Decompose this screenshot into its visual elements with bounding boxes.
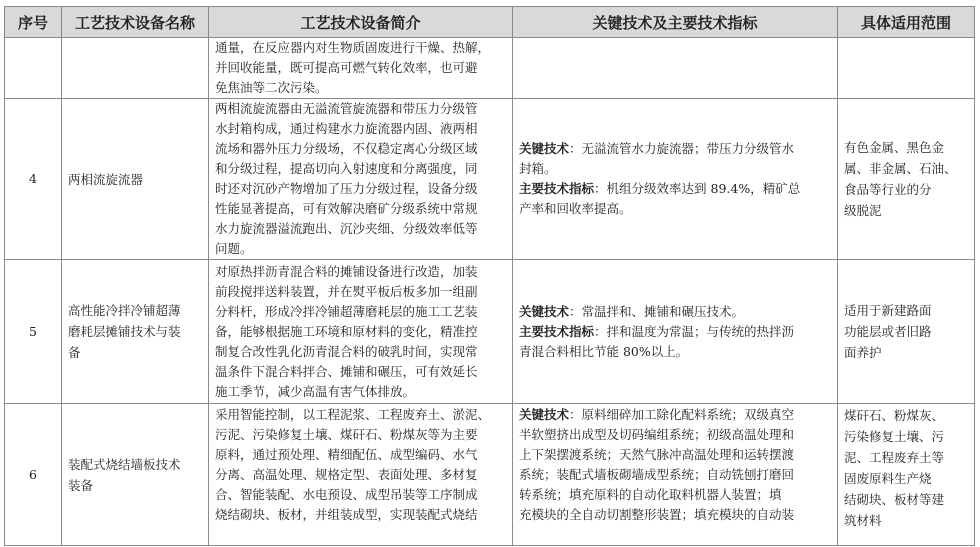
- row-scope: 煤矸石、粉煤灰、 污染修复土壤、污 泥、工程废弃土等 固废原料生产烧 结砌块、板材等建 筑材料: [838, 404, 975, 546]
- key-index-label: 主要技术指标: [519, 323, 595, 339]
- header-num: 序号: [5, 7, 62, 38]
- row-num: 5: [5, 260, 62, 404]
- row-key: [513, 38, 838, 99]
- row-num: 6: [5, 404, 62, 546]
- row-intro: 采用智能控制，以工程泥浆、工程废弃土、淤泥、 污泥、污染修复土壤、煤矸石、粉煤灰等为主要 原料，通过预处理、精细配伍、成型编码、水气 分离、高温处理、规格定型、表面处理、多材复 合、智能装配、水电预设、成型吊装等工序制成 烧结砌块、板材，并组装成型，实现装配式烧结: [209, 404, 513, 546]
- table-row: [5, 260, 975, 404]
- header-name: 工艺技术设备名称: [62, 7, 209, 38]
- row-scope: [838, 38, 975, 99]
- header-intro: 工艺技术设备简介: [209, 7, 513, 38]
- table-row: [5, 404, 975, 546]
- row-num: 4: [5, 99, 62, 260]
- technology-table: [4, 6, 975, 546]
- table-row: [5, 38, 975, 99]
- row-scope: 有色金属、黑色金 属、非金属、石油、 食品等行业的分 级脱泥: [838, 99, 975, 260]
- key-tech-label: 关键技术: [519, 141, 570, 156]
- row-name: 装配式烧结墙板技术 装备: [62, 404, 209, 546]
- header-key: 关键技术及主要技术指标: [513, 7, 838, 38]
- row-key: 关键技术：原料细碎加工除化配料系统；双级真空 半软塑挤出成型及切码编组系统；初级高温处理和 上下架摆渡系统；天然气脉冲高温处理和运转摆渡 系统；装配式墙板砌墙成型系统；自动铣刨打磨回 转系统；填充原料的自动化取料机器人装置；填 充模块的全自动切割整形装置；填充模块的自动装: [513, 404, 838, 546]
- row-key: 关键技术：常温拌和、摊铺和碾压技术。 主要技术指标：拌和温度为常温；与传统的热拌沥 青混合料相比节能 80%以上。: [513, 260, 838, 404]
- table-header-row: [5, 7, 975, 38]
- row-intro: 两相流旋流器由无溢流管旋流器和带压力分级管 水封箱构成，通过构建水力旋流器内固、液两相 流场和器外压力分级场，不仅稳定离心分级区域 和分级过程，提高切向入射速度和分离强度，同 时还对沉砂产物增加了压力分级过程，设备分级 性能显著提高，可有效解决磨矿分级系统中常规 水力旋流器溢流跑出、沉沙夹细、分级效率低等 问题。: [209, 99, 513, 260]
- key-tech-label: 关键技术: [519, 407, 570, 422]
- row-name: 高性能冷拌冷铺超薄 磨耗层摊铺技术与装 备: [62, 260, 209, 404]
- row-name: [62, 38, 209, 99]
- key-tech-label: 关键技术: [519, 303, 570, 319]
- row-key: 关键技术：无溢流管水力旋流器；带压力分级管水 封箱。 主要技术指标：机组分级效率达到 89.4%，精矿总 产率和回收率提高。: [513, 99, 838, 260]
- header-scope: 具体适用范围: [838, 7, 975, 38]
- row-name: 两相流旋流器: [62, 99, 209, 260]
- row-num: [5, 38, 62, 99]
- row-intro: 通量，在反应器内对生物质固废进行干燥、热解， 并回收能量，既可提高可燃气转化效率，也可避 免焦油等二次污染。: [209, 38, 513, 99]
- row-scope: 适用于新建路面 功能层或者旧路 面养护: [838, 260, 975, 404]
- table-row: [5, 99, 975, 260]
- row-intro: 对原热拌沥青混合料的摊铺设备进行改造，加装 前段搅拌送料装置，并在熨平板后板多加一组副 分料杆，形成冷拌冷铺超薄磨耗层的施工工艺装 备，能够根据施工环境和原材料的变化，精准控 制复合改性乳化沥青混合料的破乳时间，实现常 温条件下混合料拌合、摊铺和碾压，可有效延长 施工季节，减少高温有害气体排放。: [209, 260, 513, 404]
- key-index-label: 主要技术指标: [519, 181, 595, 196]
